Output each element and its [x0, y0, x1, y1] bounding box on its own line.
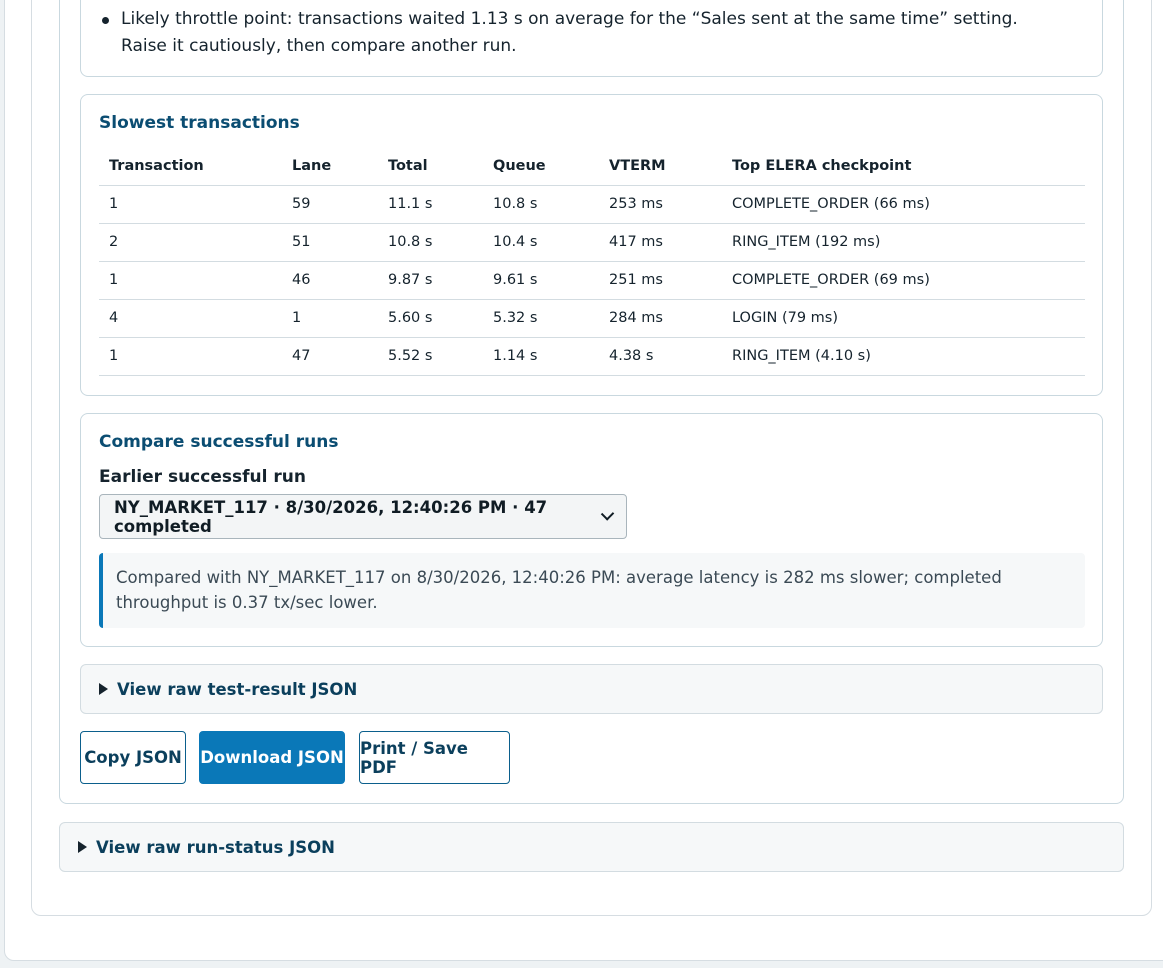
cell-vterm: 417 ms — [599, 223, 722, 261]
column-header-queue: Queue — [483, 148, 599, 185]
cell-total: 9.87 s — [378, 261, 483, 299]
earlier-run-label: Earlier successful run — [99, 467, 306, 487]
cell-queue: 9.61 s — [483, 261, 599, 299]
cell-checkpoint: LOGIN (79 ms) — [722, 299, 1085, 337]
raw-test-result-label: View raw test-result JSON — [117, 679, 358, 699]
cell-lane: 59 — [282, 185, 378, 223]
insight-item: Likely throttle point: transactions waited 1.13 s on average for the “Sales sent at the same time” setting. Raise it cautiously, then compare another run. — [121, 6, 1021, 60]
earlier-run-select[interactable] — [99, 494, 627, 539]
compare-runs-title: Compare successful runs — [99, 432, 339, 452]
cell-lane: 47 — [282, 337, 378, 375]
table-row — [99, 185, 1085, 223]
cell-total: 5.60 s — [378, 299, 483, 337]
column-header-transaction: Transaction — [99, 148, 282, 185]
cell-queue: 1.14 s — [483, 337, 599, 375]
table-row — [99, 299, 1085, 337]
cell-checkpoint: COMPLETE_ORDER (66 ms) — [722, 185, 1085, 223]
cell-transaction: 4 — [99, 299, 282, 337]
raw-run-status-toggle[interactable] — [59, 822, 1124, 872]
cell-transaction: 1 — [99, 261, 282, 299]
cell-transaction: 1 — [99, 185, 282, 223]
table-row — [99, 337, 1085, 375]
cell-vterm: 253 ms — [599, 185, 722, 223]
compare-runs-panel — [80, 413, 1103, 647]
cell-checkpoint: COMPLETE_ORDER (69 ms) — [722, 261, 1085, 299]
cell-queue: 5.32 s — [483, 299, 599, 337]
disclosure-triangle-icon — [99, 683, 108, 695]
cell-vterm: 4.38 s — [599, 337, 722, 375]
cell-transaction: 1 — [99, 337, 282, 375]
cell-total: 5.52 s — [378, 337, 483, 375]
table-row — [99, 223, 1085, 261]
copy-json-button[interactable]: Copy JSON — [80, 731, 186, 784]
download-json-button[interactable]: Download JSON — [199, 731, 345, 784]
slowest-transactions-table — [99, 148, 1085, 376]
table-header-row — [99, 148, 1085, 185]
print-save-pdf-button[interactable]: Print / Save PDF — [359, 731, 510, 784]
cell-queue: 10.8 s — [483, 185, 599, 223]
table-row — [99, 261, 1085, 299]
slowest-transactions-title: Slowest transactions — [99, 113, 300, 133]
raw-test-result-toggle[interactable] — [80, 664, 1103, 714]
column-header-vterm: VTERM — [599, 148, 722, 185]
cell-total: 11.1 s — [378, 185, 483, 223]
cell-checkpoint: RING_ITEM (4.10 s) — [722, 337, 1085, 375]
cell-lane: 51 — [282, 223, 378, 261]
insights-panel — [80, 0, 1103, 77]
column-header-lane: Lane — [282, 148, 378, 185]
cell-transaction: 2 — [99, 223, 282, 261]
raw-run-status-label: View raw run-status JSON — [96, 837, 335, 857]
disclosure-triangle-icon — [78, 841, 87, 853]
column-header-checkpoint: Top ELERA checkpoint — [722, 148, 1085, 185]
cell-vterm: 284 ms — [599, 299, 722, 337]
cell-vterm: 251 ms — [599, 261, 722, 299]
slowest-transactions-panel — [80, 94, 1103, 396]
comparison-summary: Compared with NY_MARKET_117 on 8/30/2026, 12:40:26 PM: average latency is 282 ms slower; completed throughput is 0.37 tx/sec lower. — [99, 553, 1085, 628]
cell-lane: 46 — [282, 261, 378, 299]
insights-list — [121, 6, 1021, 60]
cell-total: 10.8 s — [378, 223, 483, 261]
cell-queue: 10.4 s — [483, 223, 599, 261]
cell-checkpoint: RING_ITEM (192 ms) — [722, 223, 1085, 261]
column-header-total: Total — [378, 148, 483, 185]
earlier-run-selected-value: NY_MARKET_117 · 8/30/2026, 12:40:26 PM · 47 completed — [114, 497, 548, 536]
cell-lane: 1 — [282, 299, 378, 337]
